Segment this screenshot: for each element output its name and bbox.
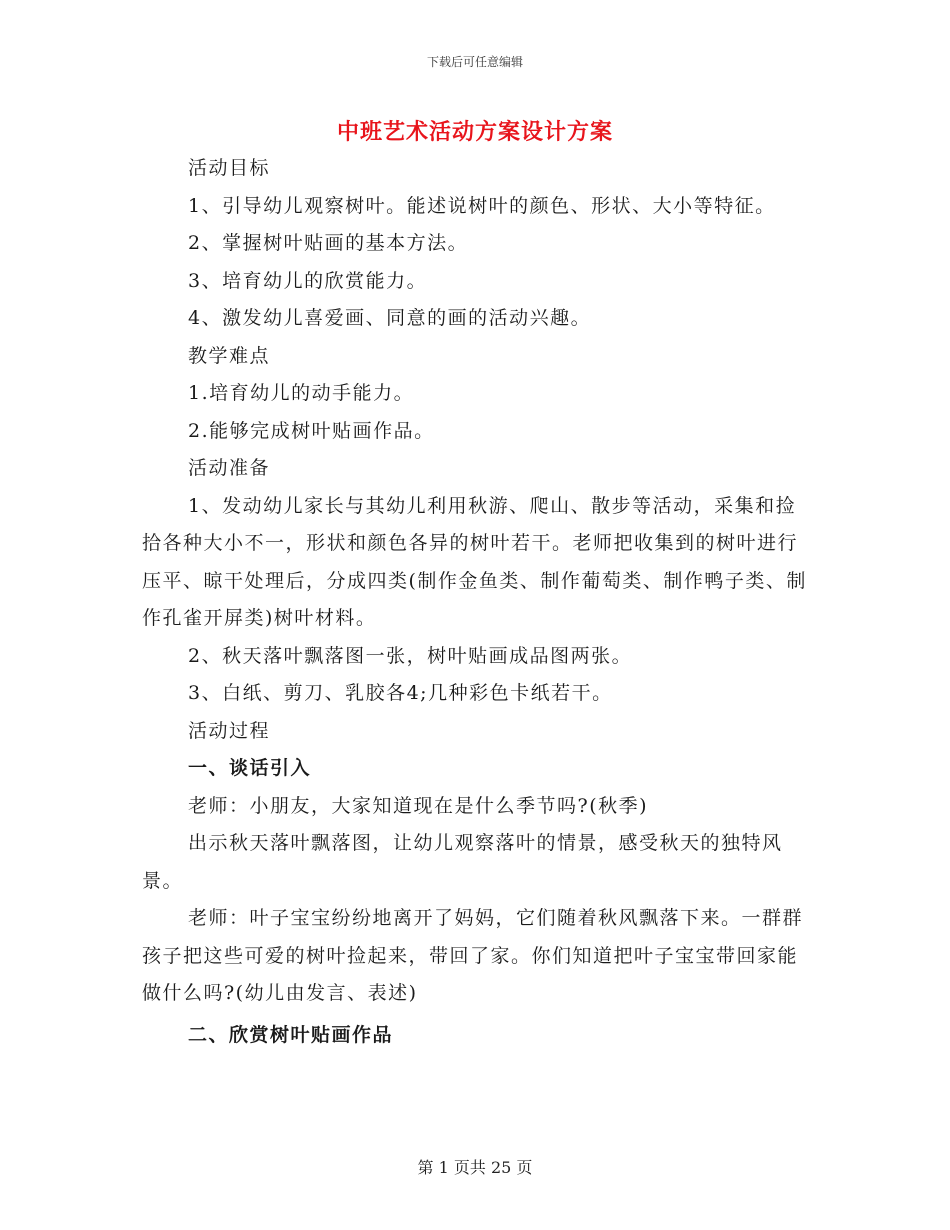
- section-heading-difficulties: 教学难点: [188, 344, 271, 367]
- difficulty-item-2: 2.能够完成树叶贴画作品。: [188, 419, 435, 442]
- document-body: [142, 150, 812, 1054]
- preparation-item-3: 3、白纸、剪刀、乳胶各4;几种彩色卡纸若干。: [188, 682, 613, 704]
- goal-item-2: 2、掌握树叶贴画的基本方法。: [188, 232, 469, 254]
- difficulty-item-1: 1.培育幼儿的动手能力。: [188, 382, 415, 404]
- section-heading-preparation: 活动准备: [188, 457, 271, 479]
- page-footer-number: 第 1 页共 25 页: [417, 1158, 533, 1177]
- process-paragraph-1: 老师：小朋友，大家知道现在是什么季节吗?(秋季): [188, 794, 649, 817]
- page-header-note: 下载后可任意编辑: [426, 55, 523, 69]
- goal-item-4: 4、激发幼儿喜爱画、同意的画的活动兴趣。: [188, 307, 592, 329]
- goal-item-3: 3、培育幼儿的欣赏能力。: [188, 269, 428, 292]
- preparation-item-1: 1、发动幼儿家长与其幼儿利用秋游、爬山、散步等活动，采集和捡拾各种大小不一，形状和颜色各异的树叶若干。老师把收集到的树叶进行压平、晾干处理后，分成四类(制作金鱼类、制作葡萄类、制作鸭子类、制作孔雀开屏类)树叶材料。: [142, 494, 807, 629]
- process-step-1-heading: 一、谈话引入: [188, 757, 312, 779]
- section-heading-process: 活动过程: [188, 719, 271, 742]
- preparation-item-2: 2、秋天落叶飘落图一张，树叶贴画成品图两张。: [188, 644, 633, 667]
- process-paragraph-3: 老师：叶子宝宝纷纷地离开了妈妈，它们随着秋风飘落下来。一群群孩子把这些可爱的树叶捡起来，带回了家。你们知道把叶子宝宝带回家能做什么吗?(幼儿由发言、表述): [142, 907, 804, 1004]
- process-step-2-heading: 二、欣赏树叶贴画作品: [188, 1023, 394, 1046]
- goal-item-1: 1、引导幼儿观察树叶。能述说树叶的颜色、形状、大小等特征。: [188, 194, 776, 217]
- document-title: 中班艺术活动方案设计方案: [336, 119, 613, 145]
- section-heading-goals: 活动目标: [188, 157, 271, 179]
- process-paragraph-2: 出示秋天落叶飘落图，让幼儿观察落叶的情景，感受秋天的独特风景。: [142, 832, 783, 892]
